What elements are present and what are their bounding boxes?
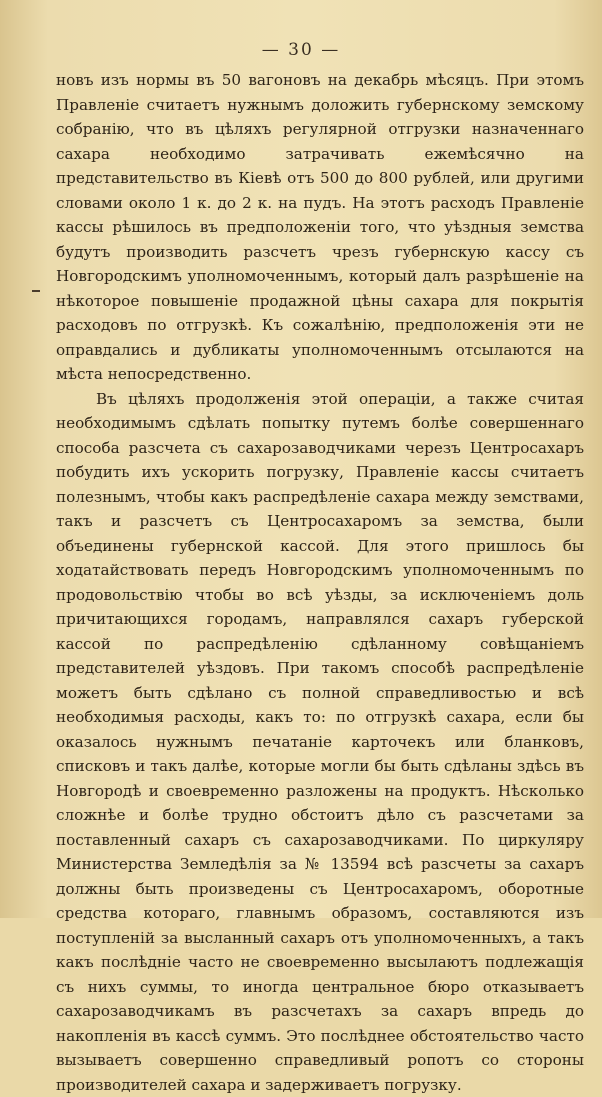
body-text [56,68,584,1097]
paragraph-2: Въ цѣляхъ продолженія этой операціи, а также считая необходимымъ сдѣлать попытку путемъ болѣе совершеннаго способа разсчета съ сахарозаводчиками черезъ Центросахаръ побудить ихъ ускорить погрузку, Правленіе кассы считаетъ полезнымъ, чтобы какъ распредѣленіе сахара между земствами, такъ и разсчетъ съ Центросахаромъ за земства, были объединены губернской кассой. Для этого пришлось бы ходатайствовать передъ Новгородскимъ уполномоченнымъ по продовольствію чтобы во всѣ уѣзды, за исключеніемъ доль причитающихся городамъ, направлялся сахаръ губерской кассой по распредѣленію сдѣланному совѣщаніемъ представителей уѣздовъ. При такомъ способѣ распредѣленіе можетъ быть сдѣлано съ полной справедливостью и всѣ необходимыя расходы, какъ то: по отгрузкѣ сахара, если бы оказалось нужнымъ печатаніе карточекъ или бланковъ, списковъ и такъ далѣе, которые могли бы быть сдѣланы здѣсь въ Новгородѣ и своевременно разложены на продуктъ. Нѣсколько сложнѣе и болѣе трудно обстоитъ дѣло съ разсчетами за поставленный сахаръ съ сахарозаводчиками. По циркуляру Министерства Земледѣлія за № 13594 всѣ разсчеты за сахаръ должны быть произведены съ Центросахаромъ, оборотные средства котораго, главнымъ образомъ, составляются изъ поступленій за высланный сахаръ отъ уполномоченныхъ, а такъ какъ послѣдніе часто не своевременно высылаютъ подлежащія съ нихъ суммы, то иногда центральное бюро отказываетъ сахарозаводчикамъ въ разсчетахъ за сахаръ впредь до накопленія въ кассѣ суммъ. Это послѣднее обстоятельство часто вызываетъ совершенно справедливый ропотъ со стороны производителей сахара и задерживаетъ погрузку. [56,387,584,1097]
paragraph-1: новъ изъ нормы въ 50 вагоновъ на декабрь мѣсяцъ. При этомъ Правленіе считаетъ нужнымъ доложить губернскому земскому собранію, что въ цѣляхъ регулярной отгрузки назначеннаго сахара необходимо затрачивать ежемѣсячно на представительство въ Кіевѣ отъ 500 до 800 рублей, или другими словами около 1 к. до 2 к. на пудъ. На этотъ расходъ Правленіе кассы рѣшилось въ предположеніи того, что уѣздныя земства будутъ производить разсчетъ чрезъ губернскую кассу съ Новгородскимъ уполномоченнымъ, который далъ разрѣшеніе на нѣкоторое повышеніе продажной цѣны сахара для покрытія расходовъ по отгрузкѣ. Къ сожалѣнію, предположенія эти не оправдались и дубликаты уполномоченнымъ отсылаются на мѣста непосредственно. [56,68,584,387]
page-number: — 30 — [0,40,602,60]
margin-mark [32,290,40,292]
